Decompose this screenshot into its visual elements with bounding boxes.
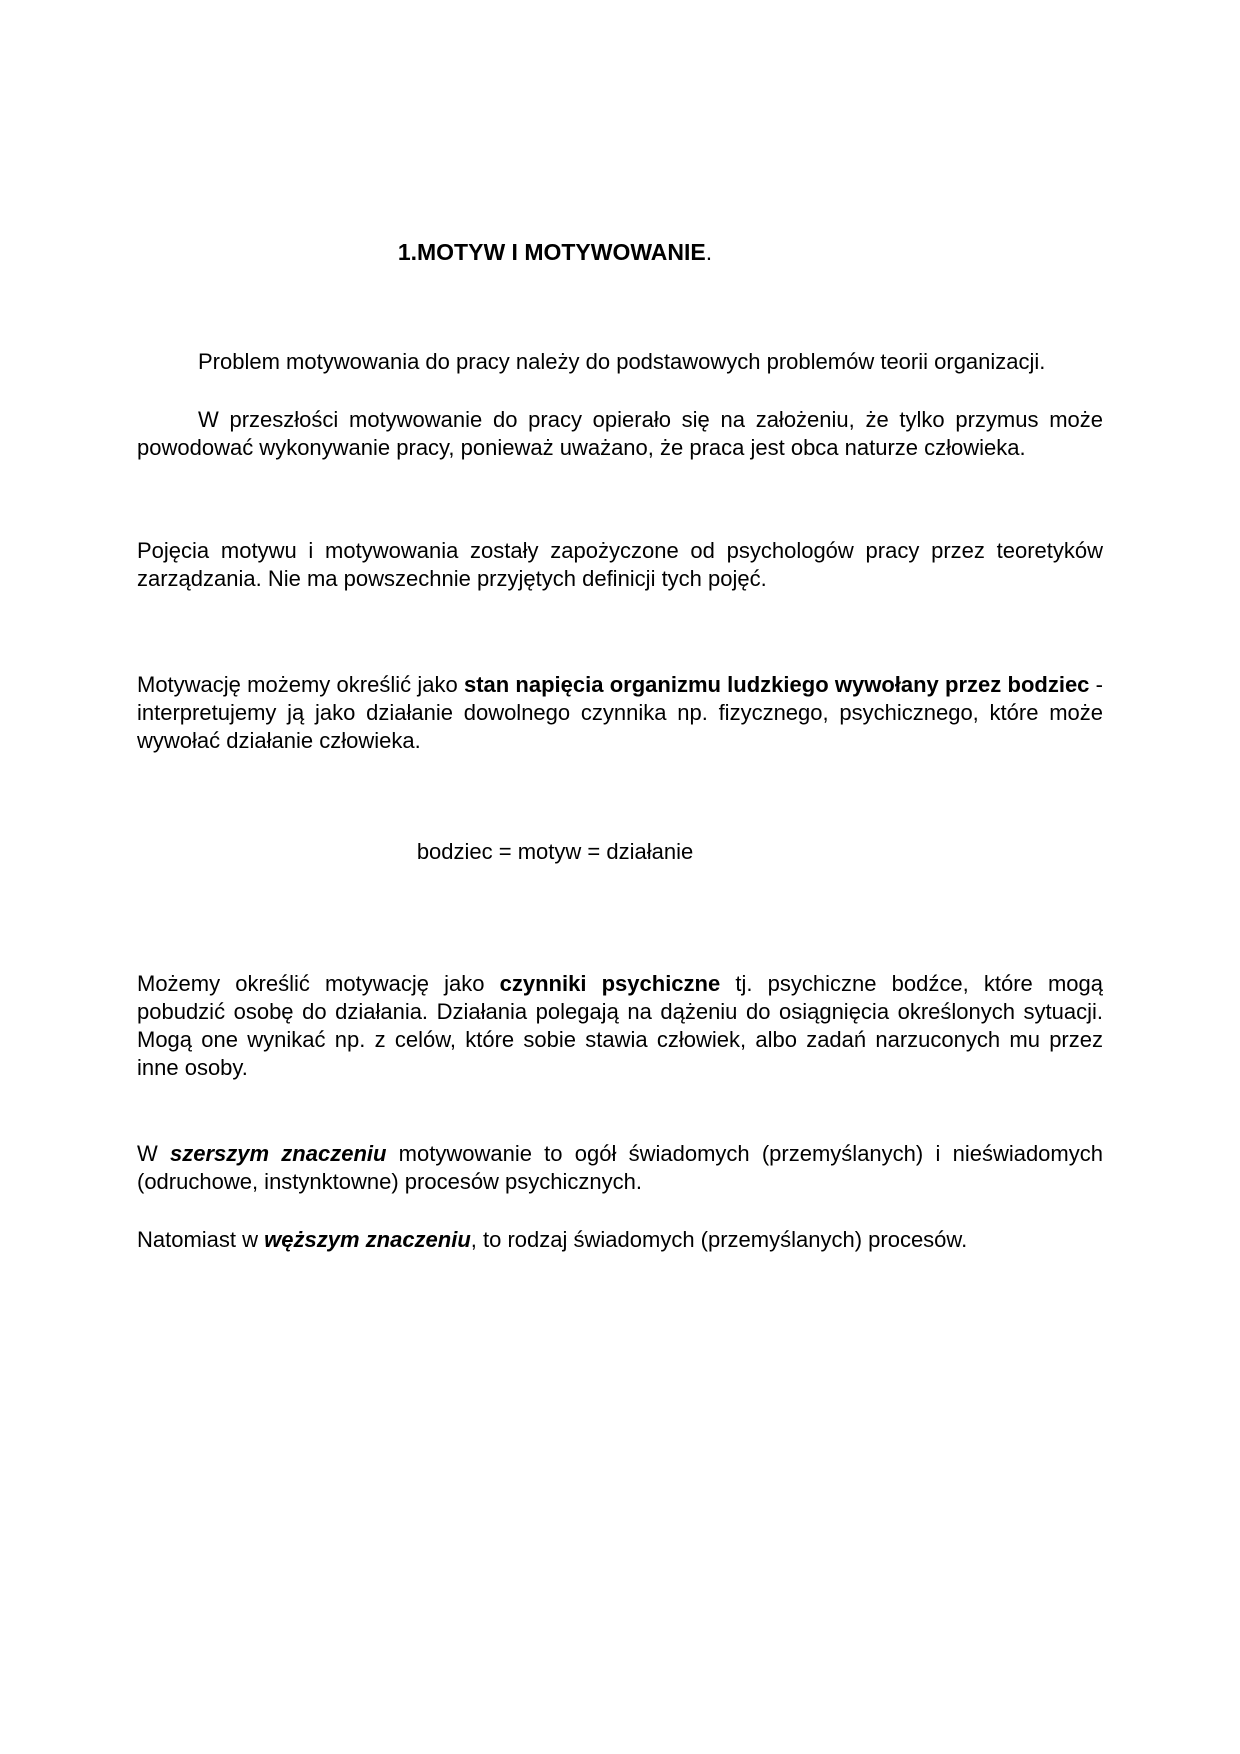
paragraph-text-bold: stan napięcia organizmu ludzkiego wywołany przez bodziec	[463, 672, 1096, 697]
paragraph-text-bold: czynniki psychiczne	[499, 971, 721, 996]
paragraph-text: tj. psychiczne bodźce, które mogą pobudzić osobę do działania. Działania polegają na dążeniu do osiągnięcia określonych sytuacji. Mogą one wynikać np. z celów, które sobie stawia człowiek, albo zadań narzuconych mu przez inne osoby.	[137, 971, 1103, 1080]
paragraph-text: W przeszłości motywowanie do pracy opierało się na założeniu, że tylko przymus może powodować wykonywanie pracy, ponieważ uważano, że praca jest obca naturze człowieka.	[137, 407, 1103, 460]
paragraph-text: Problem motywowania do pracy należy do podstawowych problemów teorii organizacji.	[198, 349, 1046, 374]
paragraph-psychic-factors	[137, 970, 1103, 1082]
paragraph-text: - interpretujemy ją jako działanie dowolnego czynnika np. fizycznego, psychicznego, które może wywołać działanie człowieka.	[137, 672, 1103, 753]
paragraph-concepts	[137, 537, 1103, 593]
paragraph-history	[137, 406, 1103, 462]
paragraph-text: Pojęcia motywu i motywowania zostały zapożyczone od psychologów pracy przez teoretyków zarządzania. Nie ma powszechnie przyjętych definicji tych pojęć.	[137, 538, 1103, 591]
paragraph-intro	[137, 348, 1103, 376]
paragraph-narrow-meaning	[137, 1226, 1103, 1254]
paragraph-text: Motywację możemy określić jako	[137, 672, 464, 697]
paragraph-text-bold-italic: węższym znaczeniu	[264, 1227, 471, 1252]
paragraph-text: Natomiast w	[137, 1227, 265, 1252]
title-text: 1.MOTYW I MOTYWOWANIE	[397, 239, 706, 265]
equation-text: bodziec = motyw = działanie	[416, 839, 694, 864]
document-title	[137, 238, 1103, 266]
paragraph-text-bold-italic: szerszym znaczeniu	[170, 1141, 387, 1166]
equation-line	[137, 838, 1103, 866]
paragraph-text: motywowanie to ogół świadomych (przemyślanych) i nieświadomych (odruchowe, instynktowne) procesów psychicznych.	[137, 1141, 1103, 1194]
paragraph-broad-meaning	[137, 1140, 1103, 1196]
paragraph-text: Możemy określić motywację jako	[137, 971, 500, 996]
paragraph-text: , to rodzaj świadomych (przemyślanych) procesów.	[470, 1227, 968, 1252]
paragraph-motivation-definition	[137, 671, 1103, 755]
title-period: .	[705, 239, 713, 265]
paragraph-text: W	[137, 1141, 170, 1166]
